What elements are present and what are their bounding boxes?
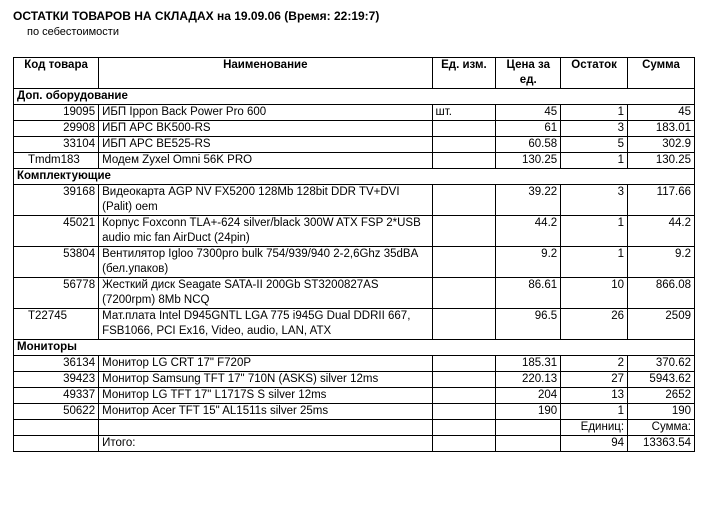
cell-qty: 3	[561, 185, 628, 216]
cell-qty: 1	[561, 247, 628, 278]
table-row	[14, 404, 695, 420]
cell-unit	[432, 153, 496, 169]
cell-price: 45	[496, 105, 561, 121]
cell-unit	[432, 247, 496, 278]
cell-name: Жесткий диск Seagate SATA-II 200Gb ST3200827AS (7200rpm) 8Mb NCQ	[99, 278, 432, 309]
table-header-row	[14, 58, 695, 89]
cell-code: Tmdm183	[14, 153, 99, 169]
cell-price: 130.25	[496, 153, 561, 169]
column-header-name: Наименование	[99, 58, 432, 89]
cell-unit	[432, 309, 496, 340]
stock-table	[13, 57, 695, 452]
cell-name: ИБП APC BK500-RS	[99, 121, 432, 137]
cell-code: 53804	[14, 247, 99, 278]
cell-unit	[432, 356, 496, 372]
footer-labels-row	[14, 420, 695, 436]
cell-name: Корпус Foxconn TLA+-624 silver/black 300W ATX FSP 2*USB audio mic fan AirDuct (24pin)	[99, 216, 432, 247]
cell-code: 33104	[14, 137, 99, 153]
cell-code: 19095	[14, 105, 99, 121]
table-row	[14, 153, 695, 169]
table-row	[14, 216, 695, 247]
cell-qty: 10	[561, 278, 628, 309]
cell-sum: 866.08	[628, 278, 695, 309]
cell-code: 36134	[14, 356, 99, 372]
cell-name: Модем Zyxel Omni 56K PRO	[99, 153, 432, 169]
column-header-unit: Ед. изм.	[432, 58, 496, 89]
report-title: ОСТАТКИ ТОВАРОВ НА СКЛАДАХ на 19.09.06 (Время: 22:19:7)	[13, 9, 380, 23]
cell-sum: 183.01	[628, 121, 695, 137]
cell-qty: 27	[561, 372, 628, 388]
group-header-row	[14, 340, 695, 356]
cell-name: Видеокарта AGP NV FX5200 128Mb 128bit DDR TV+DVI (Palit) oem	[99, 185, 432, 216]
cell-price: 190	[496, 404, 561, 420]
cell-unit: шт.	[432, 105, 496, 121]
units-label: Единиц:	[561, 420, 628, 436]
table-row	[14, 388, 695, 404]
column-header-qty: Остаток	[561, 58, 628, 89]
group-header-row	[14, 169, 695, 185]
cell-code: 45021	[14, 216, 99, 247]
cell-unit	[432, 388, 496, 404]
cell-name: ИБП Ippon Back Power Pro 600	[99, 105, 432, 121]
cell-sum: 2509	[628, 309, 695, 340]
cell-unit	[432, 185, 496, 216]
cell-sum: 44.2	[628, 216, 695, 247]
group-name: Доп. оборудование	[14, 89, 695, 105]
cell-code: 39423	[14, 372, 99, 388]
cell-name: Монитор Acer TFT 15" AL1511s silver 25ms	[99, 404, 432, 420]
cell-price: 44.2	[496, 216, 561, 247]
table-row	[14, 309, 695, 340]
cell-name: Мат.плата Intel D945GNTL LGA 775 i945G Dual DDRII 667, FSB1066, PCI Ex16, Video, audio, LAN, ATX	[99, 309, 432, 340]
cell-sum: 9.2	[628, 247, 695, 278]
table-row	[14, 121, 695, 137]
group-header-row	[14, 89, 695, 105]
cell-sum: 370.62	[628, 356, 695, 372]
cell-sum: 302.9	[628, 137, 695, 153]
cell-qty: 1	[561, 216, 628, 247]
report-subtitle: по себестоимости	[27, 26, 119, 38]
cell-qty: 1	[561, 105, 628, 121]
cell-price: 61	[496, 121, 561, 137]
cell-sum: 117.66	[628, 185, 695, 216]
cell-name: ИБП APC BE525-RS	[99, 137, 432, 153]
cell-unit	[432, 278, 496, 309]
table-row	[14, 278, 695, 309]
cell-code: 39168	[14, 185, 99, 216]
total-row	[14, 436, 695, 452]
cell-qty: 1	[561, 153, 628, 169]
cell-sum: 130.25	[628, 153, 695, 169]
cell-code: T22745	[14, 309, 99, 340]
table-row	[14, 356, 695, 372]
cell-qty: 13	[561, 388, 628, 404]
cell-sum: 190	[628, 404, 695, 420]
table-row	[14, 137, 695, 153]
cell-unit	[432, 216, 496, 247]
cell-price: 204	[496, 388, 561, 404]
total-label: Итого:	[99, 436, 432, 452]
cell-price: 86.61	[496, 278, 561, 309]
cell-code: 29908	[14, 121, 99, 137]
group-name: Мониторы	[14, 340, 695, 356]
cell-price: 185.31	[496, 356, 561, 372]
table-row	[14, 247, 695, 278]
cell-price: 39.22	[496, 185, 561, 216]
cell-name: Монитор Samsung TFT 17" 710N (ASKS) silver 12ms	[99, 372, 432, 388]
cell-qty: 3	[561, 121, 628, 137]
cell-qty: 26	[561, 309, 628, 340]
cell-sum: 45	[628, 105, 695, 121]
table-row	[14, 105, 695, 121]
cell-unit	[432, 137, 496, 153]
cell-sum: 5943.62	[628, 372, 695, 388]
cell-unit	[432, 372, 496, 388]
cell-price: 96.5	[496, 309, 561, 340]
column-header-code: Код товара	[14, 58, 99, 89]
cell-code: 50622	[14, 404, 99, 420]
table-body	[14, 89, 695, 420]
cell-code: 49337	[14, 388, 99, 404]
cell-name: Монитор LG TFT 17" L1717S S silver 12ms	[99, 388, 432, 404]
cell-price: 9.2	[496, 247, 561, 278]
table-row	[14, 185, 695, 216]
group-name: Комплектующие	[14, 169, 695, 185]
cell-unit	[432, 404, 496, 420]
cell-name: Вентилятор Igloo 7300pro bulk 754/939/940 2-2,6Ghz 35dBA (бел.упаков)	[99, 247, 432, 278]
cell-qty: 5	[561, 137, 628, 153]
cell-qty: 2	[561, 356, 628, 372]
cell-sum: 2652	[628, 388, 695, 404]
table-row	[14, 372, 695, 388]
column-header-sum: Сумма	[628, 58, 695, 89]
cell-code: 56778	[14, 278, 99, 309]
total-qty: 94	[561, 436, 628, 452]
total-sum: 13363.54	[628, 436, 695, 452]
cell-price: 220.13	[496, 372, 561, 388]
cell-name: Монитор LG CRT 17" F720P	[99, 356, 432, 372]
cell-unit	[432, 121, 496, 137]
sum-label: Сумма:	[628, 420, 695, 436]
cell-price: 60.58	[496, 137, 561, 153]
column-header-price: Цена за ед.	[496, 58, 561, 89]
cell-qty: 1	[561, 404, 628, 420]
